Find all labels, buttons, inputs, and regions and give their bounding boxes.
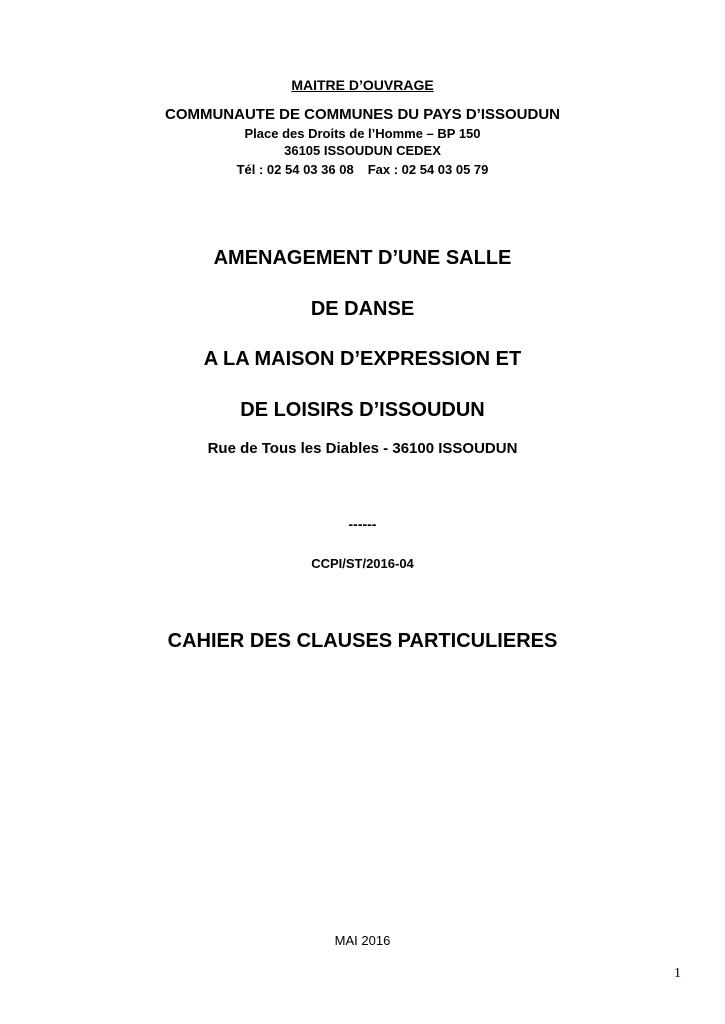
document-reference: CCPI/ST/2016-04 [311,556,414,571]
address-line-2: 36105 ISSOUDUN CEDEX [284,143,441,158]
organization-name: COMMUNAUTE DE COMMUNES DU PAYS D’ISSOUDUN [164,106,561,123]
maitre-ouvrage-heading: MAITRE D’OUVRAGE [291,77,434,93]
separator: ------ [348,516,377,532]
fax-number: Fax : 02 54 03 05 79 [367,162,489,177]
page-number: 1 [674,966,681,981]
project-title-line-4: DE LOISIRS D’ISSOUDUN [240,399,485,421]
phone-number: Tél : 02 54 03 36 08 [236,162,354,177]
project-title-line-2: DE DANSE [310,298,415,320]
project-title-line-1: AMENAGEMENT D’UNE SALLE [213,247,512,269]
document-date: MAI 2016 [334,933,391,948]
contact-line [0,162,725,177]
document-title: CAHIER DES CLAUSES PARTICULIERES [167,630,558,652]
project-title-line-3: A LA MAISON D’EXPRESSION ET [203,348,522,370]
address-line-1: Place des Droits de l’Homme – BP 150 [244,126,481,141]
project-address: Rue de Tous les Diables - 36100 ISSOUDUN [207,440,518,457]
